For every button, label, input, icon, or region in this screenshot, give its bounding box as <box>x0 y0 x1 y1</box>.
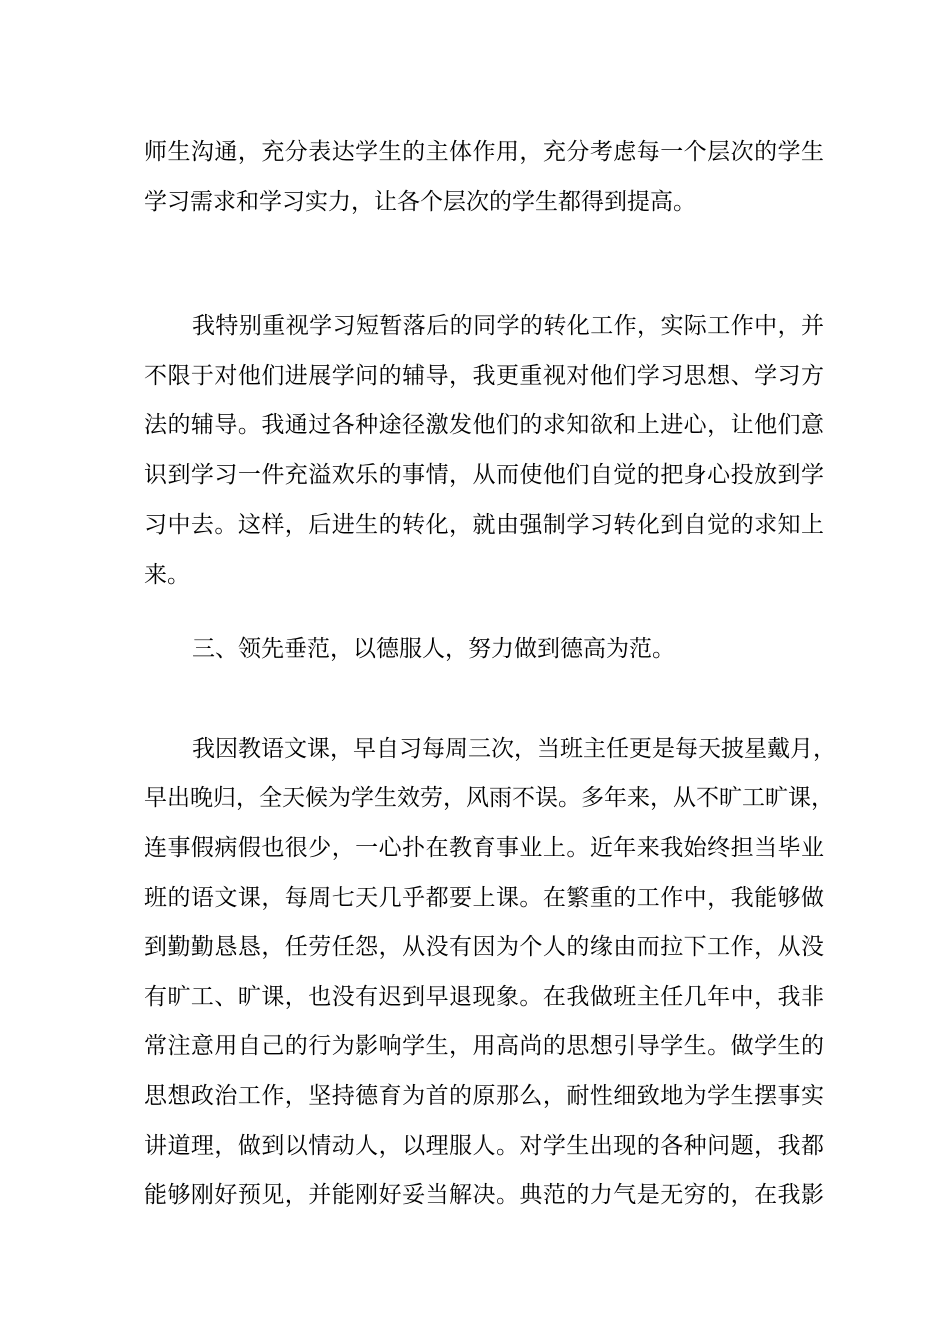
paragraph-2-line-5: 习中去。这样，后进生的转化，就由强制学习转化到自觉的求知上 <box>144 512 824 538</box>
paragraph-2-line-6: 来。 <box>144 562 190 588</box>
paragraph-2-line-4: 识到学习一件充溢欢乐的事情，从而使他们自觉的把身心投放到学 <box>144 462 824 488</box>
paragraph-4-line-4: 班的语文课，每周七天几乎都要上课。在繁重的工作中，我能够做 <box>144 885 824 911</box>
paragraph-4-line-5: 到勤勤恳恳，任劳任怨，从没有因为个人的缘由而拉下工作，从没 <box>144 934 824 960</box>
paragraph-4-line-7: 常注意用自己的行为影响学生，用高尚的思想引导学生。做学生的 <box>144 1033 824 1059</box>
paragraph-4-line-10: 能够刚好预见，并能刚好妥当解决。典范的力气是无穷的，在我影 <box>144 1182 824 1208</box>
paragraph-4-line-1: 我因教语文课，早自习每周三次，当班主任更是每天披星戴月， <box>192 736 836 762</box>
paragraph-1-line-1: 师生沟通，充分表达学生的主体作用，充分考虑每一个层次的学生 <box>144 139 824 165</box>
paragraph-4-line-9: 讲道理，做到以情动人，以理服人。对学生出现的各种问题，我都 <box>144 1133 824 1159</box>
paragraph-4-line-3: 连事假病假也很少，一心扑在教育事业上。近年来我始终担当毕业 <box>144 835 824 861</box>
paragraph-2-line-1: 我特别重视学习短暂落后的同学的转化工作，实际工作中，并 <box>192 313 824 339</box>
paragraph-4-line-8: 思想政治工作，坚持德育为首的原那么，耐性细致地为学生摆事实 <box>144 1083 824 1109</box>
paragraph-1-line-2: 学习需求和学习实力，让各个层次的学生都得到提高。 <box>144 189 696 215</box>
paragraph-2-line-3: 法的辅导。我通过各种途径激发他们的求知欲和上进心，让他们意 <box>144 412 824 438</box>
paragraph-4-line-2: 早出晚归，全天候为学生效劳，风雨不误。多年来，从不旷工旷课， <box>144 785 834 811</box>
paragraph-2-line-2: 不限于对他们进展学问的辅导，我更重视对他们学习思想、学习方 <box>144 363 824 389</box>
paragraph-4-line-6: 有旷工、旷课，也没有迟到早退现象。在我做班主任几年中，我非 <box>144 984 824 1010</box>
section-heading: 三、领先垂范，以德服人，努力做到德高为范。 <box>192 636 675 662</box>
